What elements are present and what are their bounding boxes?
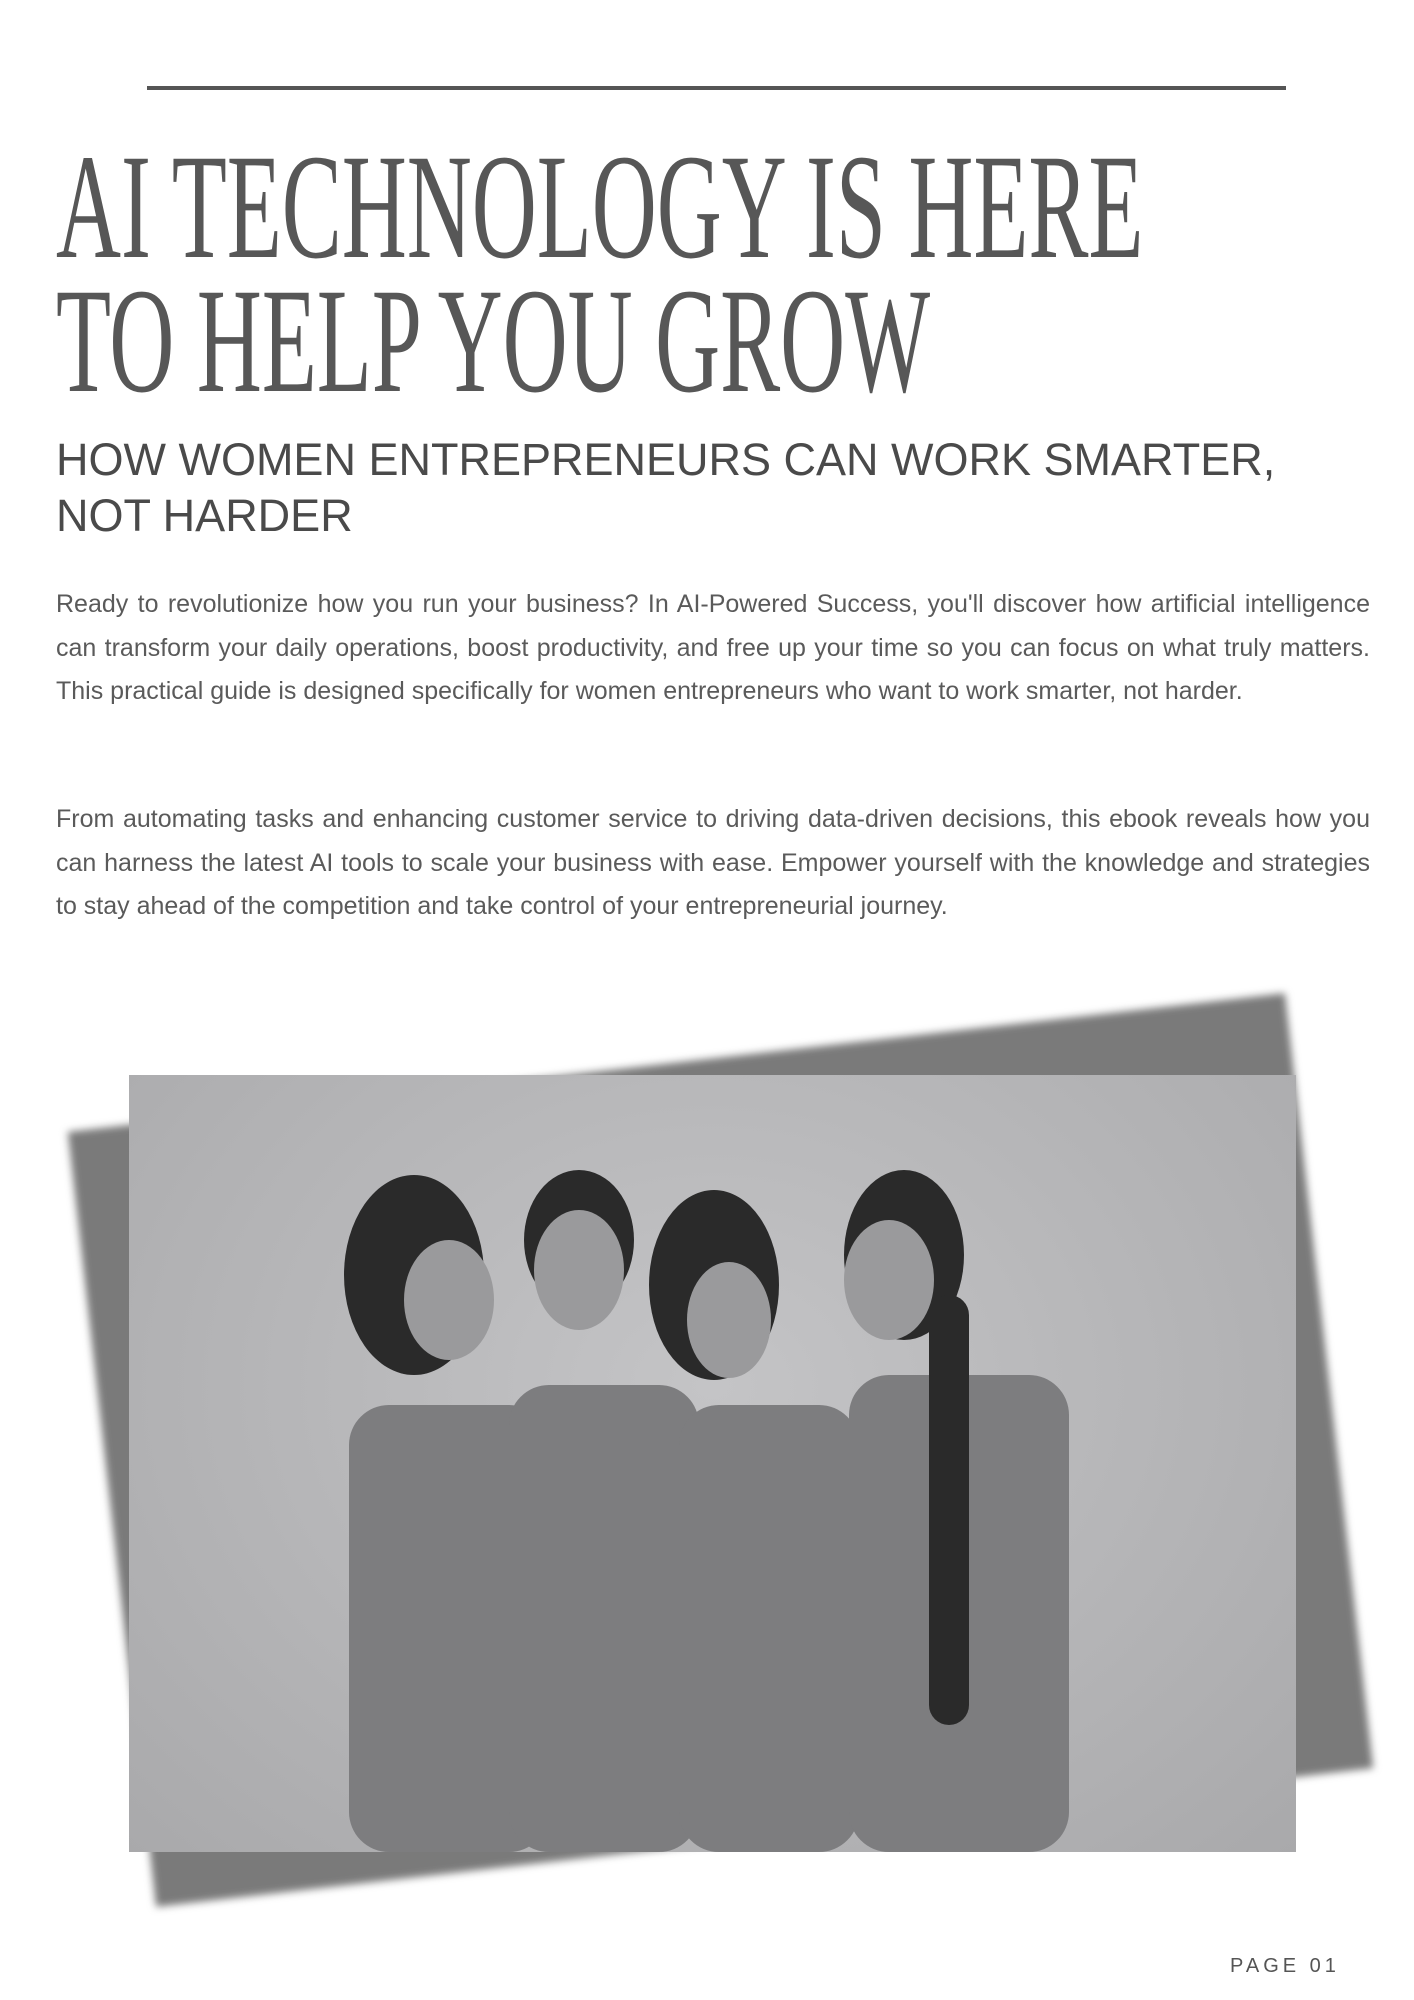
- subtitle-line-1: HOW WOMEN ENTREPRENEURS CAN WORK SMARTER,: [56, 434, 1276, 485]
- second-paragraph: From automating tasks and enhancing customer service to driving data-driven decisions, this ebook reveals how you can harness the latest AI tools to scale your business with ease. Empower yourself with the knowledge and strategies to stay ahead of the competition and take control of your entrepreneurial journey.: [56, 805, 1370, 920]
- subtitle-line-2: NOT HARDER: [56, 490, 353, 541]
- group-photo: [129, 1075, 1296, 1852]
- subtitle: [56, 432, 1376, 544]
- top-divider: [147, 86, 1286, 90]
- title-line-1: AI TECHNOLOGY IS HERE: [56, 124, 1144, 290]
- page-title: [56, 124, 1376, 424]
- page-number: PAGE 01: [1230, 1955, 1340, 1977]
- intro-paragraph: Ready to revolutionize how you run your business? In AI-Powered Success, you'll discover how artificial intelligence can transform your daily operations, boost productivity, and free up your time so you can focus on what truly matters. This practical guide is designed specifically for women entrepreneurs who want to work smarter, not harder.: [56, 590, 1370, 705]
- women-group-illustration: [129, 1075, 1296, 1852]
- title-line-2: TO HELP YOU GROW: [56, 258, 931, 424]
